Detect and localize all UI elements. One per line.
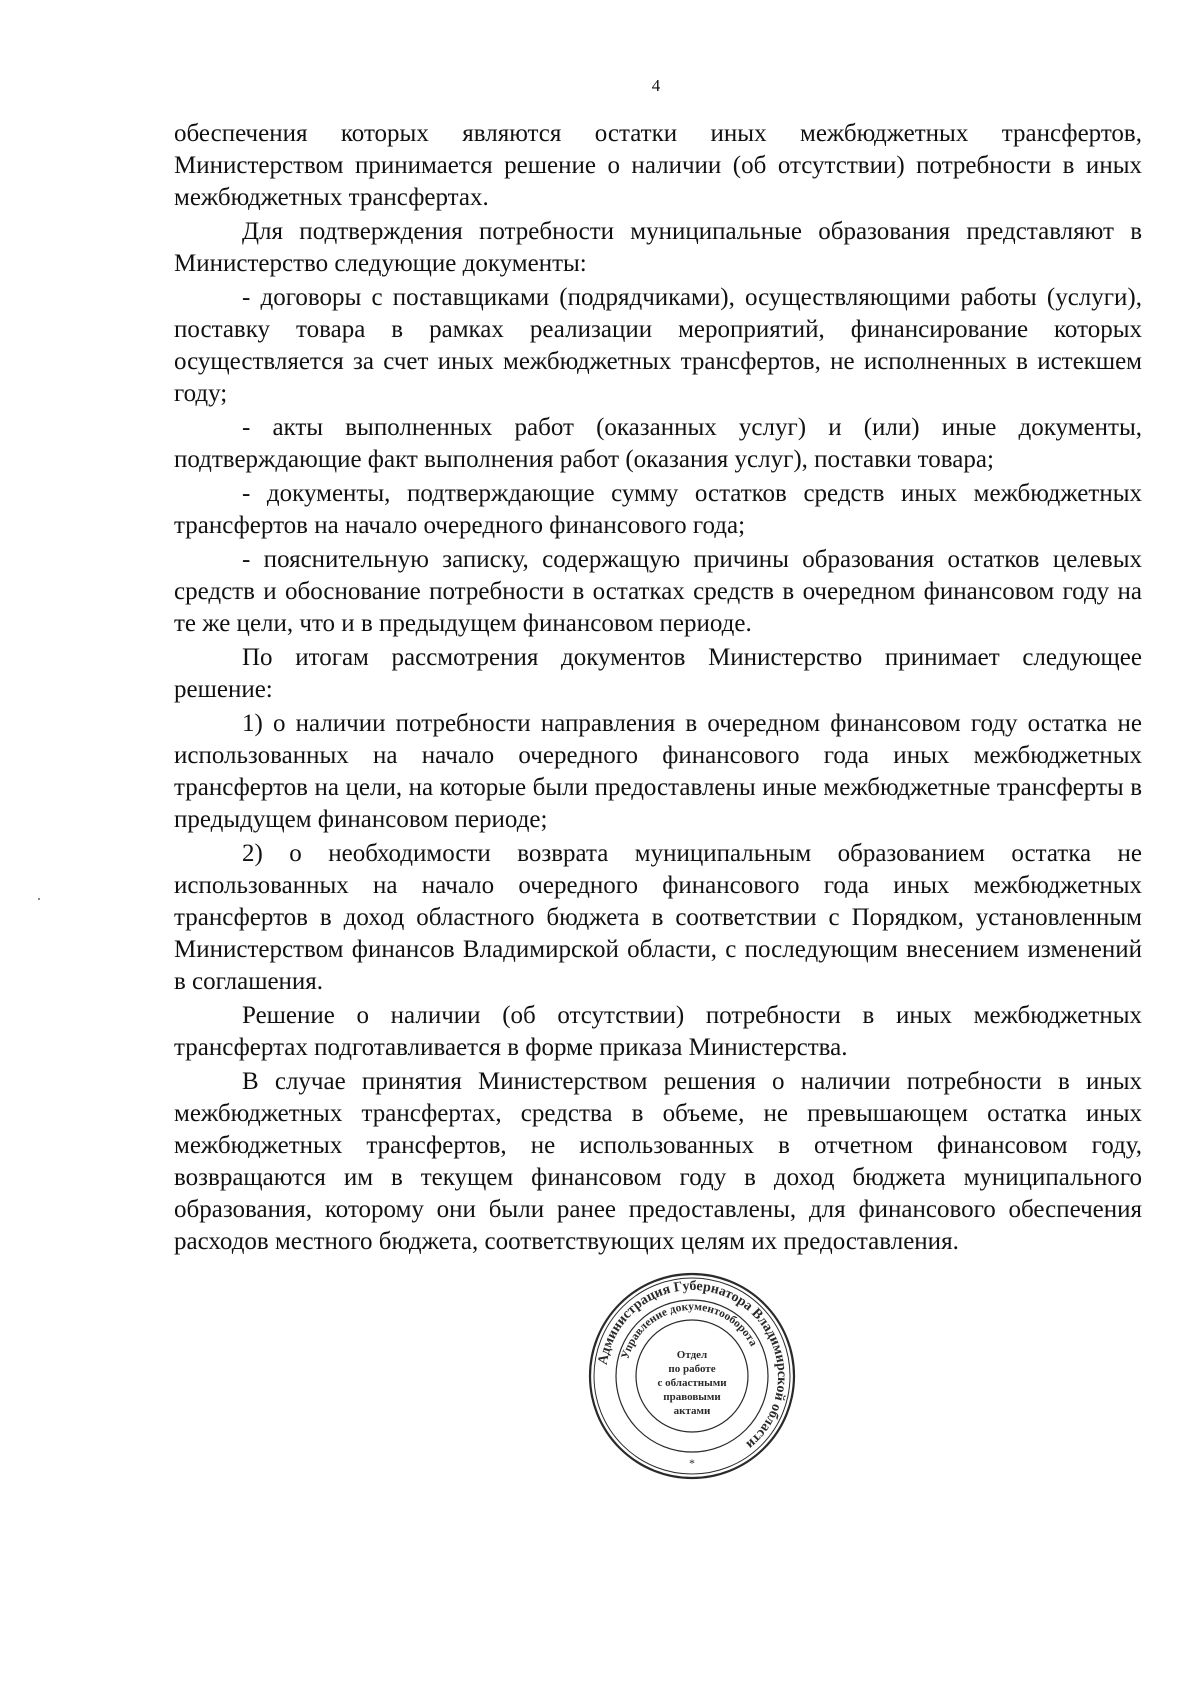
scan-speck <box>38 898 40 900</box>
stamp-center-text <box>657 1349 727 1417</box>
decision-item-1: 1) о наличии потребности направления в очередном финансовом году остатка не использованных на начало очередного финансового года иных межбюджетных трансфертов на цели, на которые были предоставлены иные межбюджетные трансферты в предыдущем финансовом периоде; <box>174 710 1142 833</box>
paragraph-order-form: Решение о наличии (об отсутствии) потребности в иных межбюджетных трансфертах подготавливается в форме приказа Министерства. <box>174 1002 1142 1061</box>
svg-text:правовыми: правовыми <box>663 1391 721 1403</box>
decision-item-2: 2) о необходимости возврата муниципальным образованием остатка не использованных на начало очередного финансового года иных межбюджетных трансфертов в доход областного бюджета в соответствии с Порядком, установленным Министерством финансов Владимирской области, с последующим внесением изменений в соглашения. <box>174 840 1142 995</box>
paragraph-decision-intro: По итогам рассмотрения документов Министерство принимает следующее решение: <box>174 644 1142 703</box>
document-body <box>174 118 1142 1260</box>
stamp-outer-text: Администрация Губернатора Владимирской области <box>595 1278 790 1452</box>
svg-text:Отдел: Отдел <box>676 1349 708 1361</box>
stamp-inner-text: Управление документооборота <box>619 1300 760 1361</box>
page-number: 4 <box>651 76 661 95</box>
list-item-acts: - акты выполненных работ (оказанных услуг) и (или) иные документы, подтверждающие факт выполнения работ (оказания услуг), поставки товара; <box>174 414 1142 473</box>
list-item-explanatory-note: - пояснительную записку, содержащую причины образования остатков целевых средств и обоснование потребности в остатках средств в очередном финансовом году на те же цели, что и в предыдущем финансовом периоде. <box>174 546 1142 637</box>
svg-text:актами: актами <box>673 1405 711 1417</box>
stamp-star-icon: * <box>689 1456 695 1470</box>
paragraph-return-funds: В случае принятия Министерством решения о наличии потребности в иных межбюджетных трансфертах, средства в объеме, не превышающем остатка иных межбюджетных трансфертов, не использованных в отчетном финансовом году, возвращаются им в текущем финансовом году в доход бюджета муниципального образования, которому они были ранее предоставлены, для финансового обеспечения расходов местного бюджета, соответствующих целям их предоставления. <box>174 1068 1142 1255</box>
list-item-balance-documents: - документы, подтверждающие сумму остатков средств иных межбюджетных трансфертов на начало очередного финансового года; <box>174 480 1142 539</box>
paragraph-1: обеспечения которых являются остатки иных межбюджетных трансфертов, Министерством принимается решение о наличии (об отсутствии) потребности в иных межбюджетных трансфертах. <box>174 120 1142 211</box>
list-item-contracts: - договоры с поставщиками (подрядчиками), осуществляющими работы (услуги), поставку товара в рамках реализации мероприятий, финансирование которых осуществляется за счет иных межбюджетных трансфертов, не исполненных в истекшем году; <box>174 284 1142 407</box>
svg-text:с областными: с областными <box>657 1377 727 1389</box>
paragraph-2: Для подтверждения потребности муниципальные образования представляют в Министерство следующие документы: <box>174 218 1142 277</box>
svg-text:по работе: по работе <box>668 1363 716 1375</box>
official-stamp <box>586 1270 798 1482</box>
stamp-seal-icon <box>586 1270 798 1482</box>
